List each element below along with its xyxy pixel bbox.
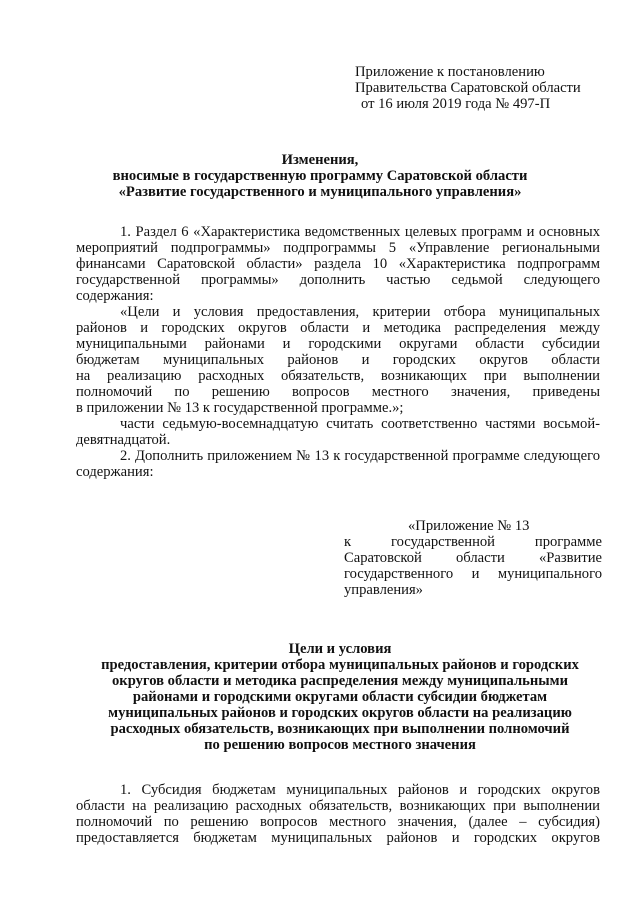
body-line: полномочий по решению вопросов местного значения, (далее – субсидия) — [76, 814, 600, 830]
body-line: части седьмую-восемнадцатую считать соответственно частями восьмой- — [120, 416, 600, 432]
title-line: Изменения, — [281, 152, 359, 168]
body-line: предоставляется бюджетам муниципальных районов и городских округов — [76, 830, 600, 846]
header-line: от 16 июля 2019 года № 497-П — [361, 96, 551, 112]
title-line: округов области и методика распределения между муниципальными — [112, 673, 568, 689]
title-line: «Развитие государственного и муниципального управления» — [118, 184, 522, 200]
body-line: на реализацию расходных обязательств, возникающих при выполнении — [76, 368, 600, 384]
changes-body — [76, 224, 600, 480]
title-line: расходных обязательств, возникающих при выполнении полномочий — [110, 721, 570, 737]
title-line: Цели и условия — [288, 641, 392, 657]
title-line: районами и городскими округами области субсидии бюджетам — [132, 689, 548, 705]
body-line: мероприятий подпрограммы» подпрограммы 5 «Управление региональными — [76, 240, 600, 256]
appendix-line: государственного и муниципального — [344, 566, 602, 582]
body-line: бюджетам муниципальных районов и городских округов области — [76, 352, 600, 368]
appendix-line: Саратовской области «Развитие — [344, 550, 602, 566]
appendix-line: к государственной программе — [344, 534, 602, 550]
body-line: содержания: — [76, 288, 154, 304]
goals-title — [70, 641, 610, 753]
header-line: Правительства Саратовской области — [355, 80, 581, 96]
body-line: районов и городских округов области и методика распределения между — [76, 320, 600, 336]
body-line: финансами Саратовской области» раздела 10 «Характеристика подпрограмм — [76, 256, 600, 272]
title-line: муниципальных районов и городских округов области на реализацию — [108, 705, 572, 721]
body-line: государственной программы» дополнить частью седьмой следующего — [76, 272, 600, 288]
body-line: «Цели и условия предоставления, критерии отбора муниципальных — [120, 304, 600, 320]
body-line: муниципальными районами и городскими округами области субсидии — [76, 336, 600, 352]
goals-body — [76, 782, 600, 846]
title-line: вносимые в государственную программу Саратовской области — [112, 168, 528, 184]
body-line: 2. Дополнить приложением № 13 к государственной программе следующего — [120, 448, 600, 464]
body-line: области на реализацию расходных обязательств, возникающих при выполнении — [76, 798, 600, 814]
header-line: Приложение к постановлению — [355, 64, 545, 80]
body-line: 1. Раздел 6 «Характеристика ведомственных целевых программ и основных — [120, 224, 600, 240]
approval-header — [355, 64, 581, 112]
body-line: 1. Субсидия бюджетам муниципальных районов и городских округов — [120, 782, 600, 798]
changes-title — [0, 152, 640, 200]
title-line: предоставления, критерии отбора муниципальных районов и городских — [101, 657, 579, 673]
body-line: полномочий по решению вопросов местного значения, приведены — [76, 384, 600, 400]
body-line: девятнадцатой. — [76, 432, 171, 448]
appendix-13-header — [344, 518, 602, 598]
body-line: в приложении № 13 к государственной программе.»; — [76, 400, 404, 416]
body-line: содержания: — [76, 464, 154, 480]
title-line: по решению вопросов местного значения — [204, 737, 476, 753]
appendix-line: управления» — [344, 582, 423, 598]
appendix-line: «Приложение № 13 — [408, 518, 530, 534]
